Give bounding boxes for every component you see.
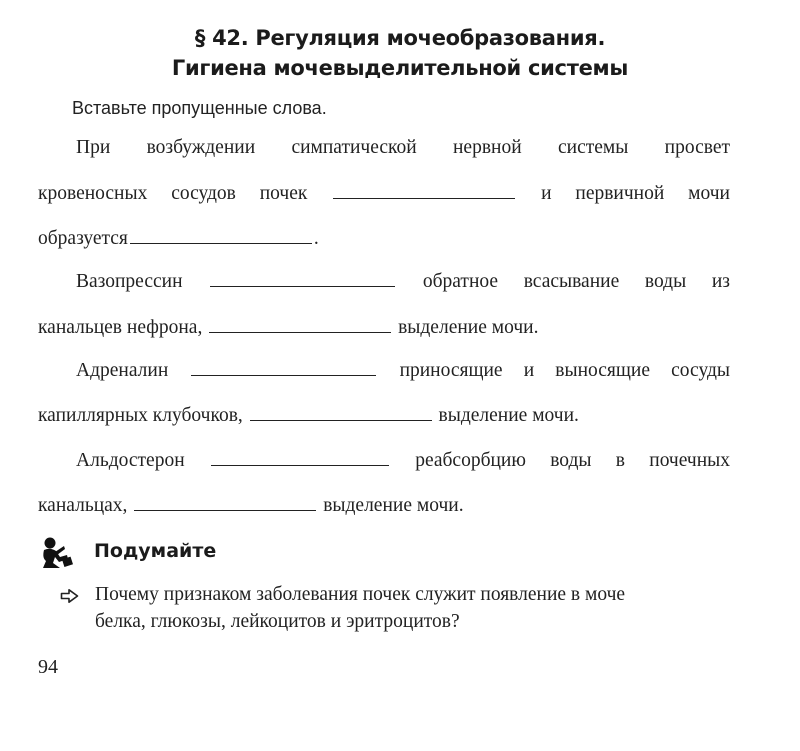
answer-blank[interactable] xyxy=(209,314,391,333)
exercise-line xyxy=(76,268,730,295)
text-segment: приносящие и выносящие сосуды xyxy=(399,360,730,381)
text-segment: реабсорбцию воды в почечных xyxy=(415,450,731,471)
arrow-right-icon xyxy=(60,588,80,604)
answer-blank[interactable] xyxy=(250,402,432,421)
exercise-line xyxy=(38,314,730,341)
text-segment: обратное всасывание воды из xyxy=(422,271,730,292)
exercise-line xyxy=(76,447,730,474)
answer-blank[interactable] xyxy=(210,268,395,287)
answer-blank[interactable] xyxy=(211,447,389,466)
text-segment: капиллярных клубочков, xyxy=(38,405,243,426)
section-title: § 42. Регуляция мочеобразования. xyxy=(194,26,606,50)
think-heading: Подумайте xyxy=(94,540,217,562)
text-segment: выделение мочи. xyxy=(398,317,539,338)
exercise-line xyxy=(38,225,730,252)
answer-blank[interactable] xyxy=(130,225,312,244)
text-segment: образуется xyxy=(38,228,128,249)
text-segment: Альдостерон xyxy=(76,450,185,471)
text-segment: Вазопрессин xyxy=(76,271,183,292)
thinker-icon xyxy=(38,536,74,570)
exercise-line xyxy=(76,357,730,384)
question-text-line: белка, глюкозы, лейкоцитов и эритроцитов? xyxy=(95,611,460,632)
text-segment: выделение мочи. xyxy=(323,495,464,516)
text-segment: . xyxy=(313,228,319,249)
think-section xyxy=(38,536,738,570)
text-segment: При возбуждении симпатической нервной системы просвет xyxy=(76,137,730,158)
exercise-line xyxy=(38,492,730,519)
text-segment: кровеносных сосудов почек xyxy=(38,183,308,204)
text-segment: канальцев нефрона, xyxy=(38,317,203,338)
exercise-line xyxy=(38,180,730,207)
answer-blank[interactable] xyxy=(134,492,316,511)
section-subtitle: Гигиена мочевыделительной системы xyxy=(171,56,629,80)
text-segment: Адреналин xyxy=(76,360,169,381)
question-text-line: Почему признаком заболевания почек служит появление в моче xyxy=(95,584,626,605)
answer-blank[interactable] xyxy=(191,357,376,376)
text-segment: выделение мочи. xyxy=(438,405,579,426)
text-segment: и первичной мочи xyxy=(541,183,730,204)
answer-blank[interactable] xyxy=(333,180,515,199)
page-number: 94 xyxy=(38,656,58,678)
exercise-line xyxy=(38,402,730,429)
exercise-line xyxy=(76,135,730,161)
task-instruction: Вставьте пропущенные слова. xyxy=(72,98,327,118)
text-segment: канальцах, xyxy=(38,495,128,516)
